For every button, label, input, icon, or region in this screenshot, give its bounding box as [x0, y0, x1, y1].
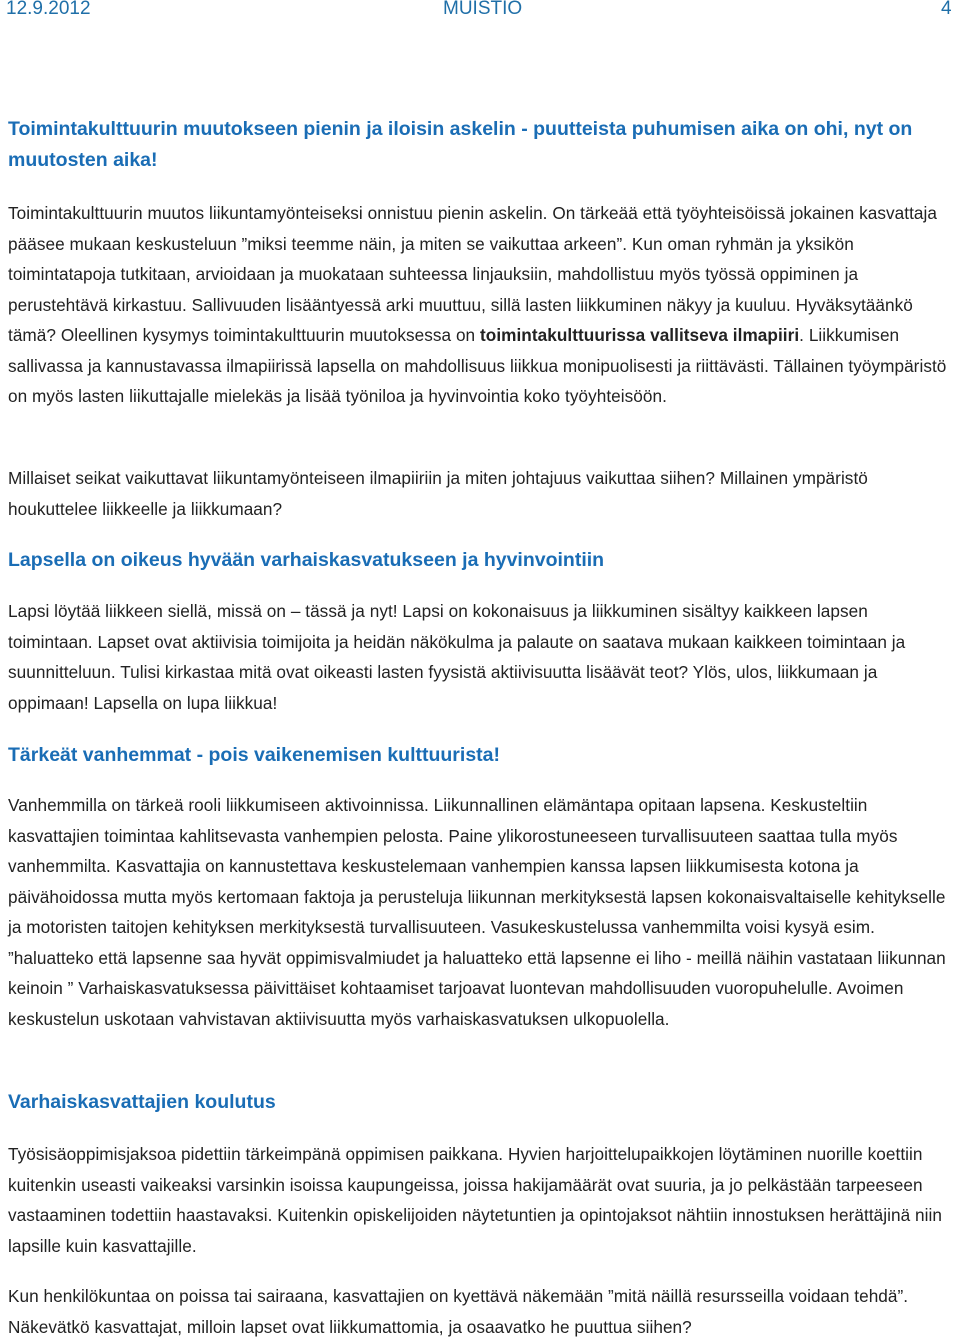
page-header	[0, 0, 960, 24]
paragraph-questions: Millaiset seikat vaikuttavat liikuntamyönteiseen ilmapiiriin ja miten johtajuus vaikuttaa siihen? Millainen ympäristö houkuttelee liikkeelle ja liikkumaan?	[8, 468, 868, 519]
paragraph-culture-change	[8, 198, 953, 412]
section-heading-culture: Toimintakulttuurin muutokseen pienin ja iloisin askelin - puutteista puhumisen aika on ohi, nyt on muutosten aika!	[8, 118, 913, 171]
bold-phrase: toimintakulttuurissa vallitseva ilmapiiri	[480, 325, 800, 345]
paragraph-staff-absence: Kun henkilökuntaa on poissa tai sairaana, kasvattajien on kyettävä näkemään ”mitä näillä resursseilla voidaan tehdä”. Näkevätkö kasvattajat, milloin lapset ovat liikkumattomia, ja osaavatko he puuttua siihen?	[8, 1286, 909, 1337]
paragraph-training: Työsisäoppimisjaksoa pidettiin tärkeimpänä oppimisen paikkana. Hyvien harjoittelupaikkojen löytäminen nuorille koettiin kuitenkin useasti vaikeaksi varsinkin isoissa kaupungeissa, joissa hakijamäärät ovat suuria, ja jo pelkästään tarpeeseen vastaaminen todettiin haastavaksi. Kuitenkin opiskelijoiden näytetuntien ja opintojaksot nähtiin innostuksen herättäjinä niin lapsille kuin kasvattajille.	[8, 1144, 943, 1256]
header-date: 12.9.2012	[6, 0, 91, 19]
paragraph-parents: Vanhemmilla on tärkeä rooli liikkumiseen aktivoinnissa. Liikunnallinen elämäntapa opitaan lapsena. Keskusteltiin kasvattajien toimintaa kahlitsevasta vanhempien pelosta. Paine ylikorostuneeseen turvallisuuteen saattaa tulla myös vanhemmilta. Kasvattajia on kannustettava keskustelemaan vanhempien kanssa lapsen liikkumisesta kotona ja päivähoidossa mutta myös kertomaan faktoja ja perusteluja liikunnan merkityksestä lapsen kokonaisvaltaiselle kehitykselle ja motoristen taitojen kehityksen merkityksestä turvallisuuteen. Vasukeskustelussa vanhemmilta voisi kysyä esim. ”haluatteko että lapsenne saa hyvät oppimisvalmiudet ja haluatteko että lapsenne ei liho - meillä näihin vastataan liikunnan keinoin ” Varhaiskasvatuksessa päivittäiset kohtaamiset tarjoavat luontevan mahdollisuuden vuoropuhelulle. Avoimen keskustelun uskotaan vahvistavan aktiivisuutta myös varhaiskasvatuksen ulkopuolella.	[8, 795, 946, 1029]
paragraph-child-rights: Lapsi löytää liikkeen siellä, missä on – tässä ja nyt! Lapsi on kokonaisuus ja liikkuminen sisältyy kaikkeen lapsen toimintaan. Lapset ovat aktiivisia toimijoita ja heidän näkökulma ja palaute on saatava mukaan kaikkeen toimintaan ja suunnitteluun. Tulisi kirkastaa mitä ovat oikeasti lasten fyysistä aktiivisuutta lisäävät teot? Ylös, ulos, liikkumaan ja oppimaan! Lapsella on lupa liikkua!	[8, 601, 906, 713]
header-title: MUISTIO	[443, 0, 523, 19]
section-heading-child-rights: Lapsella on oikeus hyvään varhaiskasvatukseen ja hyvinvointiin	[8, 549, 605, 571]
header-page-number: 4	[941, 0, 952, 19]
paragraph-text: . Liikkumisen sallivassa ja kannustavassa ilmapiirissä lapsella on mahdollisuus liikkua monipuolisesti ja riittävästi. Tällainen työympäristö on myös lasten liikuttajalle mielekäs ja lisää työniloa ja hyvinvointia koko työyhteisöön.	[8, 325, 947, 406]
section-heading-parents: Tärkeät vanhemmat - pois vaikenemisen kulttuurista!	[8, 744, 500, 766]
section-heading-training: Varhaiskasvattajien koulutus	[8, 1091, 276, 1113]
paragraph-text: Toimintakulttuurin muutos liikuntamyönteiseksi onnistuu pienin askelin. On tärkeää että työyhteisöissä jokainen kasvattaja pääsee mukaan keskusteluun ”miksi teemme näin, ja miten se vaikuttaa arkeen”. Kun oman ryhmän ja yksikön toimintatapoja tutkitaan, arvioidaan ja muokataan suhteessa linjauksiin, mahdollistuu myös työssä oppiminen ja perustehtävä kirkastuu. Sallivuuden lisääntyessä arki muuttuu, sillä lasten liikkuminen näkyy ja kuuluu. Hyväksytäänkö tämä? Oleellinen kysymys toimintakulttuurin muutoksessa on	[8, 203, 937, 345]
